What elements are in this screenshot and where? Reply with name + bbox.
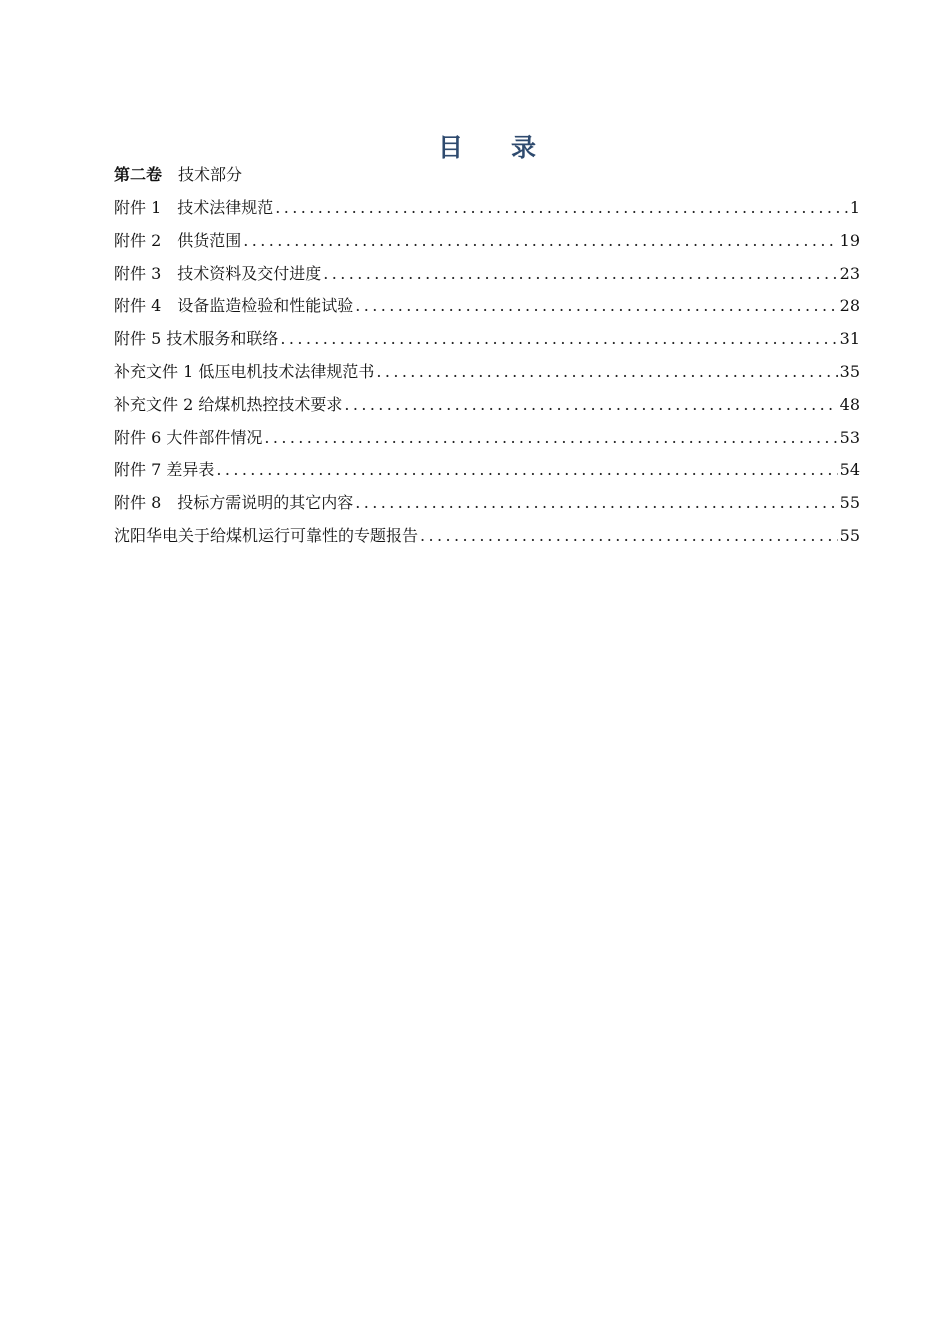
toc-entry-leader xyxy=(216,459,837,481)
toc-entry-label: 附件 6 大件部件情况 xyxy=(114,427,263,447)
toc-entry-page: 53 xyxy=(839,427,860,447)
toc-list xyxy=(114,197,860,558)
toc-entry-page: 55 xyxy=(839,525,860,545)
toc-entry[interactable] xyxy=(114,295,860,328)
toc-entry[interactable] xyxy=(114,427,860,460)
section-name: 技术部分 xyxy=(178,165,243,184)
toc-entry-label: 附件 5 技术服务和联络 xyxy=(114,329,279,349)
toc-entry-leader xyxy=(420,525,838,547)
toc-entry-label: 附件 3 技术资料及交付进度 xyxy=(114,263,322,283)
toc-entry-label: 附件 2 供货范围 xyxy=(114,230,242,250)
toc-entry[interactable] xyxy=(114,492,860,525)
toc-entry-leader xyxy=(355,492,837,514)
toc-entry-page: 28 xyxy=(839,296,860,316)
toc-entry-leader xyxy=(376,361,837,383)
volume-label: 第二卷 xyxy=(114,165,163,184)
toc-entry-label: 附件 4 设备监造检验和性能试验 xyxy=(114,296,354,316)
toc-entry-label: 补充文件 1 低压电机技术法律规范书 xyxy=(114,361,375,381)
toc-entry-page: 35 xyxy=(839,361,860,381)
toc-entry-page: 19 xyxy=(839,230,860,250)
toc-entry-page: 1 xyxy=(849,198,860,217)
toc-entry[interactable] xyxy=(114,230,860,263)
toc-entry-label: 附件 8 投标方需说明的其它内容 xyxy=(114,493,354,513)
toc-entry[interactable] xyxy=(114,328,860,361)
toc-entry-label: 补充文件 2 给煤机热控技术要求 xyxy=(114,394,343,414)
toc-entry-label: 附件 1 技术法律规范 xyxy=(114,198,274,217)
toc-entry[interactable] xyxy=(114,459,860,492)
toc-entry-page: 55 xyxy=(839,493,860,513)
toc-entry[interactable] xyxy=(114,361,860,394)
toc-title-part1: 目 xyxy=(437,133,465,162)
section-heading xyxy=(114,164,242,186)
toc-entry-leader xyxy=(323,263,837,285)
toc-entry-leader xyxy=(355,295,837,317)
toc-entry[interactable] xyxy=(114,525,860,558)
toc-entry[interactable] xyxy=(114,263,860,296)
toc-entry-leader xyxy=(344,394,837,416)
toc-entry-leader xyxy=(280,328,837,350)
toc-entry[interactable] xyxy=(114,394,860,427)
toc-entry-page: 54 xyxy=(839,460,860,480)
toc-entry-leader xyxy=(264,427,837,449)
toc-entry-leader xyxy=(243,230,837,252)
toc-entry-page: 31 xyxy=(839,329,860,349)
toc-entry-leader xyxy=(275,197,848,219)
toc-title-part2: 录 xyxy=(511,133,539,162)
toc-entry[interactable] xyxy=(114,197,860,230)
toc-title xyxy=(0,128,950,164)
toc-entry-page: 23 xyxy=(839,263,860,283)
toc-entry-label: 附件 7 差异表 xyxy=(114,460,215,480)
toc-entry-label: 沈阳华电关于给煤机运行可靠性的专题报告 xyxy=(114,525,419,545)
toc-entry-page: 48 xyxy=(839,394,860,414)
